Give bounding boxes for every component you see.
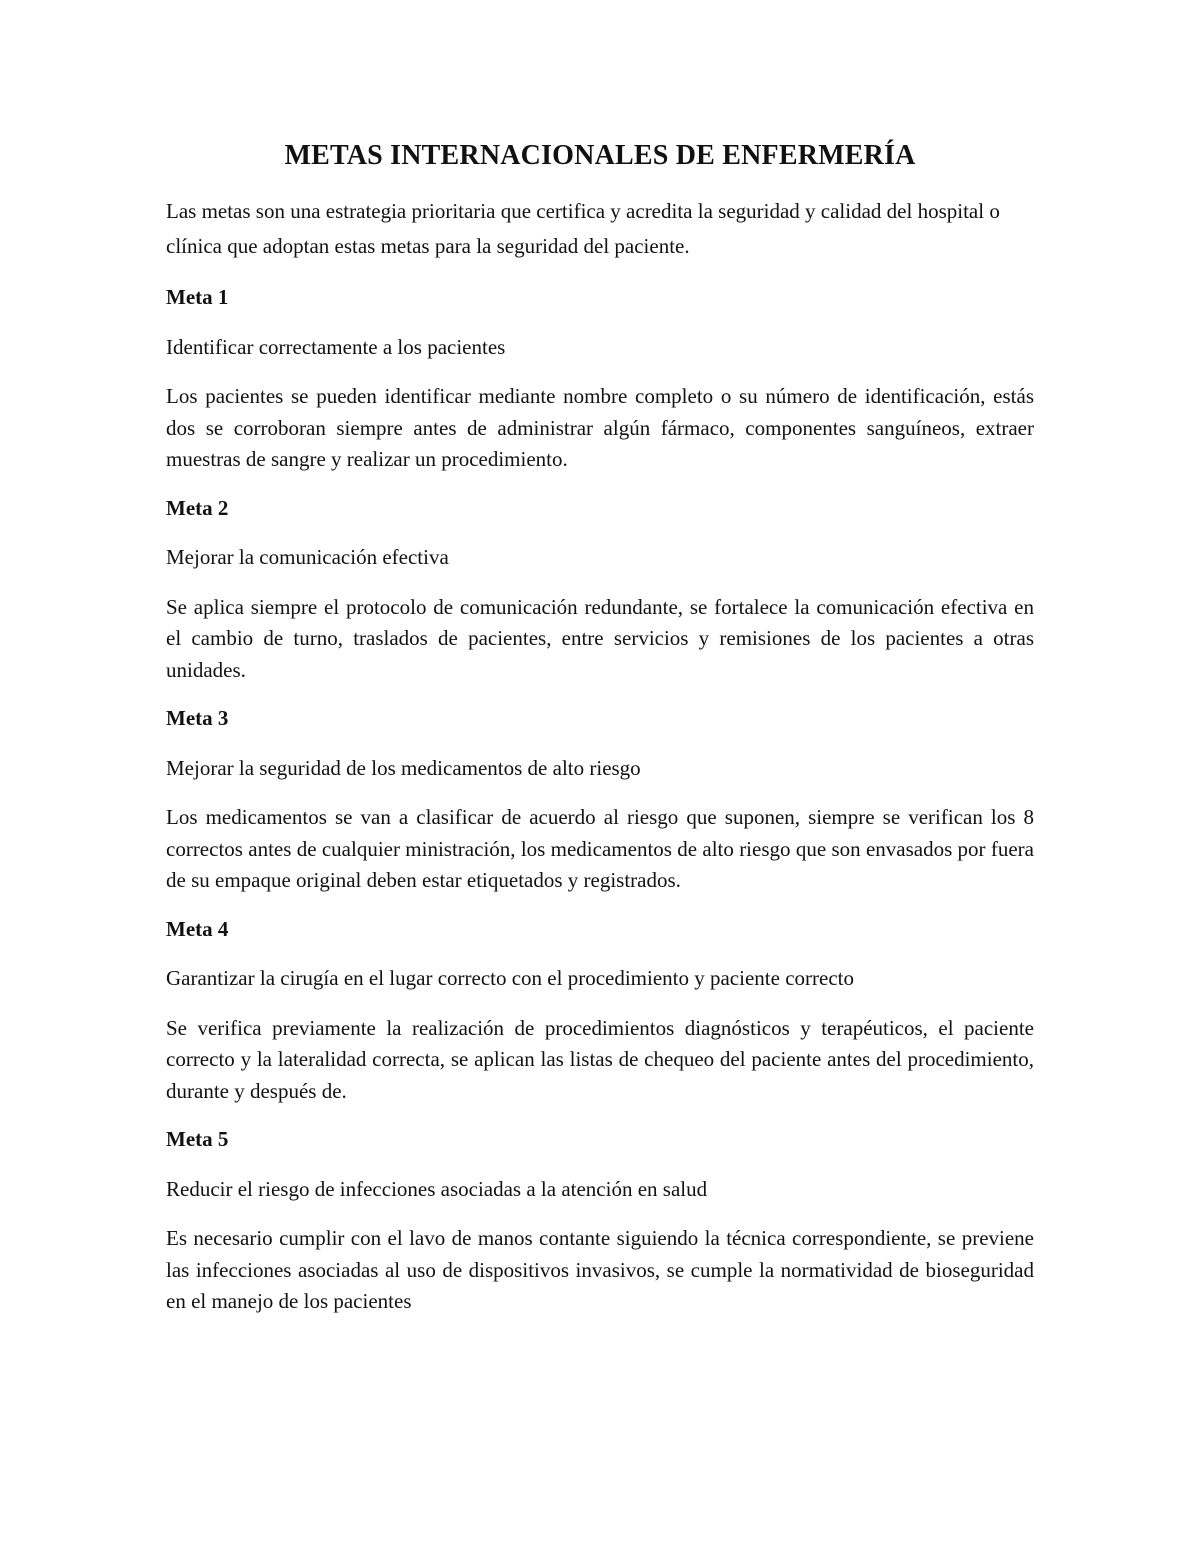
meta-body: Es necesario cumplir con el lavo de manos contante siguiendo la técnica correspondiente, se previene las infecciones asociadas al uso de dispositivos invasivos, se cumple la normatividad de bioseguridad en el manejo de los pacientes bbox=[166, 1226, 1034, 1313]
meta-body: Se verifica previamente la realización de procedimientos diagnósticos y terapéuticos, el paciente correcto y la lateralidad correcta, se aplican las listas de chequeo del paciente antes del procedimiento, durante y después de. bbox=[166, 1015, 1034, 1103]
meta-section-4 bbox=[166, 914, 1034, 1108]
meta-heading: Meta 1 bbox=[166, 285, 229, 309]
meta-section-3 bbox=[166, 703, 1034, 897]
meta-section-2 bbox=[166, 493, 1034, 687]
document-content bbox=[166, 138, 1034, 1335]
meta-heading: Meta 4 bbox=[166, 916, 229, 941]
meta-heading: Meta 3 bbox=[166, 706, 229, 730]
meta-body: Los medicamentos se van a clasificar de acuerdo al riesgo que suponen, siempre se verifican los 8 correctos antes de cualquier ministración, los medicamentos de alto riesgo que son envasados por fuera de su empaque original deben estar etiquetados y registrados. bbox=[166, 805, 1034, 892]
meta-section-5 bbox=[166, 1124, 1034, 1318]
meta-body: Los pacientes se pueden identificar mediante nombre completo o su número de identificación, estás dos se corroboran siempre antes de administrar algún fármaco, componentes sanguíneos, extraer muestras de sangre y realizar un procedimiento. bbox=[166, 384, 1034, 471]
meta-subtitle: Mejorar la comunicación efectiva bbox=[166, 545, 449, 569]
meta-section-1 bbox=[166, 282, 1034, 476]
meta-heading: Meta 2 bbox=[166, 495, 229, 520]
document-title: METAS INTERNACIONALES DE ENFERMERÍA bbox=[284, 140, 916, 171]
meta-subtitle: Identificar correctamente a los pacientes bbox=[166, 334, 506, 359]
meta-heading: Meta 5 bbox=[166, 1127, 229, 1151]
meta-body: Se aplica siempre el protocolo de comunicación redundante, se fortalece la comunicación efectiva en el cambio de turno, traslados de pacientes, entre servicios y remisiones de los pacientes a otras unidades. bbox=[166, 594, 1034, 682]
meta-subtitle: Reducir el riesgo de infecciones asociadas a la atención en salud bbox=[166, 1176, 708, 1201]
intro-paragraph: Las metas son una estrategia prioritaria que certifica y acredita la seguridad y calidad del hospital o clínica que adoptan estas metas para la seguridad del paciente. bbox=[166, 199, 1000, 258]
meta-subtitle: Mejorar la seguridad de los medicamentos de alto riesgo bbox=[166, 755, 641, 780]
meta-subtitle: Garantizar la cirugía en el lugar correcto con el procedimiento y paciente correcto bbox=[166, 966, 854, 990]
